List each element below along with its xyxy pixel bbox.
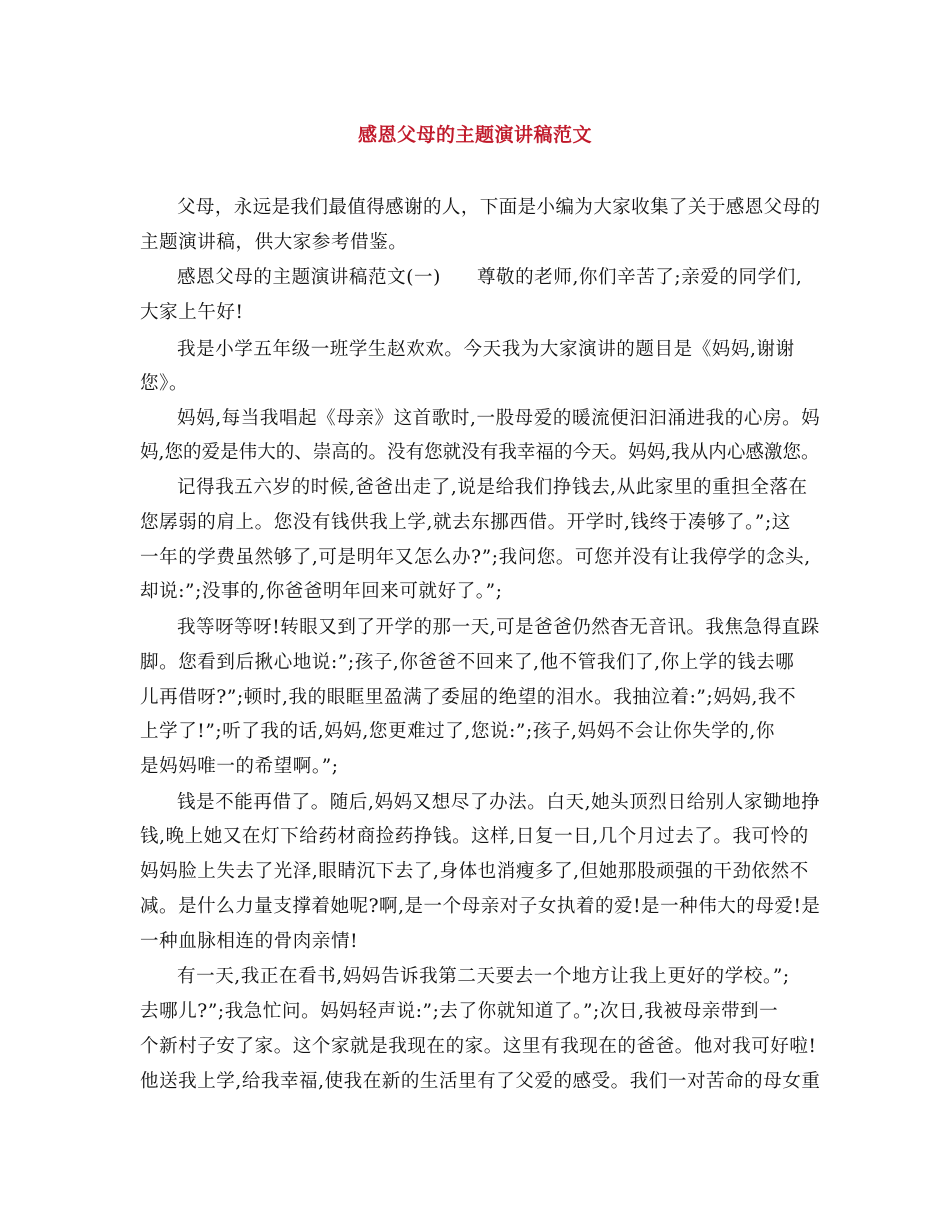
text-line: 却说:”;没事的,你爸爸明年回来可就好了。”; xyxy=(140,581,503,602)
text-line: 父母，永远是我们最值得感谢的人，下面是小编为大家收集了关于感恩父母的 xyxy=(177,197,821,218)
text-line: 上学了!”;听了我的话,妈妈,您更难过了,您说:”;孩子,妈妈不会让你失学的,你 xyxy=(140,721,775,742)
section-heading: 感恩父母的主题演讲稿范文(一) xyxy=(177,267,441,288)
document-title: 感恩父母的主题演讲稿范文 xyxy=(357,124,592,146)
text-line: 主题演讲稿，供大家参考借鉴。 xyxy=(140,232,408,253)
greeting-text: 尊敬的老师,你们辛苦了;亲爱的同学们, xyxy=(476,267,803,288)
text-line: 是妈妈唯一的希望啊。”; xyxy=(140,756,339,777)
text-line: 记得我五六岁的时候,爸爸出走了,说是给我们挣钱去,从此家里的重担全落在 xyxy=(177,477,808,498)
text-line: 妈,您的爱是伟大的、崇高的。没有您就没有我幸福的今天。妈妈,我从内心感激您。 xyxy=(140,442,820,463)
text-line: 减。是什么力量支撑着她呢?啊,是一个母亲对子女执着的爱!是一种伟大的母爱!是 xyxy=(140,896,821,917)
text-line: 大家上午好! xyxy=(140,302,244,323)
text-line: 您》。 xyxy=(140,373,189,394)
text-line: 去哪儿?”;我急忙问。妈妈轻声说:”;去了你就知道了。”;次日,我被母亲带到一 xyxy=(140,1001,779,1022)
text-line: 我是小学五年级一班学生赵欢欢。今天我为大家演讲的题目是《妈妈,谢谢 xyxy=(177,339,795,360)
text-line: 脚。您看到后揪心地说:”;孩子,你爸爸不回来了,他不管我们了,你上学的钱去哪 xyxy=(140,652,795,673)
text-line: 个新村子安了家。这个家就是我现在的家。这里有我现在的爸爸。他对我可好啦! xyxy=(140,1036,817,1057)
text-line: 有一天,我正在看书,妈妈告诉我第二天要去一个地方让我上更好的学校。”; xyxy=(177,966,790,987)
text-line: 一种血脉相连的骨肉亲情! xyxy=(140,931,359,952)
text-line: 儿再借呀?”;顿时,我的眼眶里盈满了委屈的绝望的泪水。我抽泣着:”;妈妈,我不 xyxy=(140,687,797,708)
text-line: 钱是不能再借了。随后,妈妈又想尽了办法。白天,她头顶烈日给别人家锄地挣 xyxy=(177,792,821,813)
text-line: 您孱弱的肩上。您没有钱供我上学,就去东挪西借。开学时,钱终于凑够了。”;这 xyxy=(140,512,791,533)
text-line: 一年的学费虽然够了,可是明年又怎么办?”;我问您。可您并没有让我停学的念头, xyxy=(140,547,811,568)
text-line: 妈妈,每当我唱起《母亲》这首歌时,一股母爱的暖流便汩汩涌进我的心房。妈 xyxy=(177,408,821,429)
text-line: 他送我上学,给我幸福,使我在新的生活里有了父爱的感受。我们一对苦命的母女重 xyxy=(140,1071,821,1092)
text-line: 钱,晚上她又在灯下给药材商捡药挣钱。这样,日复一日,几个月过去了。我可怜的 xyxy=(140,826,809,847)
text-line: 我等呀等呀!转眼又到了开学的那一天,可是爸爸仍然杳无音讯。我焦急得直跺 xyxy=(177,617,820,638)
text-line xyxy=(177,264,802,292)
text-line: 妈妈脸上失去了光泽,眼睛沉下去了,身体也消瘦多了,但她那股顽强的干劲依然不 xyxy=(140,861,809,882)
